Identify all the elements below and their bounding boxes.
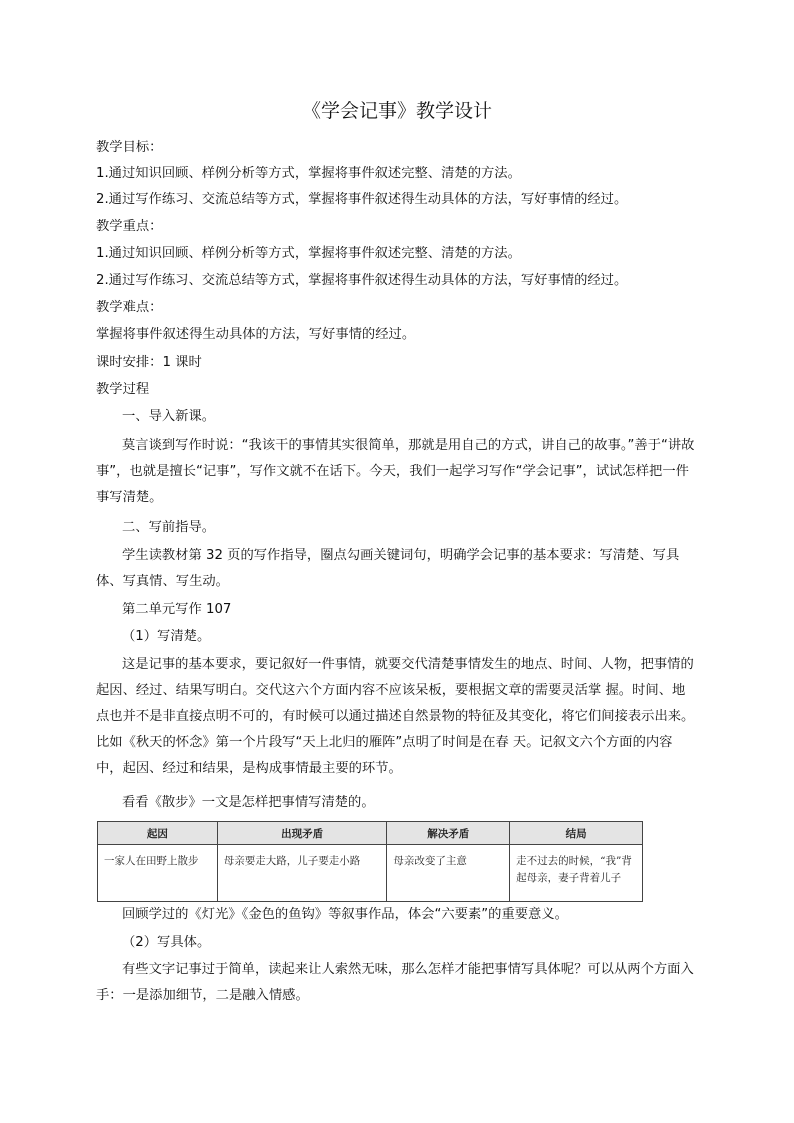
section-intro-heading: 一、导入新课。 (122, 409, 216, 424)
heading-key-points: 教学重点： (96, 219, 163, 234)
table-header-resolution: 解决矛盾 (387, 822, 510, 845)
unit-footer-text: 第二单元写作 107 (122, 602, 232, 617)
section-guide-heading: 二、写前指导。 (122, 520, 216, 535)
schedule-text: 课时安排：1 课时 (96, 355, 202, 370)
table-header-outcome: 结局 (510, 822, 643, 845)
intro-paragraph: 莫言谈到写作时说：“我该干的事情其实很简单，那就是用自己的方式，讲自己的故事。”善于“讲故事”，也就是擅长“记事”，写作文就不在话下。今天，我们一起学习写作“学会记事”，试试怎样把一件事写清楚。 (96, 438, 695, 505)
table-row (98, 845, 643, 902)
clear-paragraph: 这是记事的基本要求，要记叙好一件事情，就要交代清楚事情发生的地点、时间、人物，把事情的起因、经过、结果写明白。交代这六个方面内容不应该呆板，要根据文章的需要灵活掌 握。时间、地点也并不是非直接点明不可的，有时候可以通过描述自然景物的特征及其变化，将它们间接表示出来。比如《秋天的怀念》第一个片段写“天上北归的雁阵”点明了时间是在春 天。记叙文六个方面的内容中，起因、经过和结果，是构成事情最主要的环节。 (96, 657, 695, 776)
table-cell-outcome: 走不过去的时候，“我”背起母亲，妻子背着儿子 (510, 845, 643, 902)
table-header-cause: 起因 (98, 822, 218, 845)
difficulty-text: 掌握将事件叙述得生动具体的方法，写好事情的经过。 (96, 327, 416, 342)
subheading-clear: （1）写清楚。 (122, 629, 211, 644)
key-point-2: 2.通过写作练习、交流总结等方式，掌握将事件叙述得生动具体的方法，写好事情的经过。 (96, 273, 628, 288)
objective-2: 2.通过写作练习、交流总结等方式，掌握将事件叙述得生动具体的方法，写好事情的经过。 (96, 192, 628, 207)
heading-difficulties: 教学难点： (96, 300, 163, 315)
table-cell-cause: 一家人在田野上散步 (98, 845, 218, 902)
table-header-row (98, 822, 643, 845)
table-cell-conflict: 母亲要走大路，儿子要走小路 (217, 845, 387, 902)
key-point-1: 1.通过知识回顾、样例分析等方式，掌握将事件叙述完整、清楚的方法。 (96, 246, 521, 261)
story-elements-table (97, 821, 643, 902)
document-title: 《学会记事》教学设计 (301, 100, 492, 122)
table-header-conflict: 出现矛盾 (217, 822, 387, 845)
heading-objectives: 教学目标： (96, 140, 163, 155)
table-cell-resolution: 母亲改变了主意 (387, 845, 510, 902)
guide-paragraph: 学生读教材第 32 页的写作指导，圈点勾画关键词句，明确学会记事的基本要求：写清楚、写具体、写真情、写生动。 (96, 548, 680, 589)
sanbu-intro: 看看《散步》一文是怎样把事情写清楚的。 (122, 795, 375, 810)
specific-paragraph: 有些文字记事过于简单，读起来让人索然无味，那么怎样才能把事情写具体呢？可以从两个方面入手：一是添加细节，二是融入情感。 (96, 962, 694, 1003)
review-paragraph: 回顾学过的《灯光》《金色的鱼钩》等叙事作品，体会“六要素”的重要意义。 (122, 907, 568, 922)
heading-process: 教学过程 (96, 382, 150, 397)
objective-1: 1.通过知识回顾、样例分析等方式，掌握将事件叙述完整、清楚的方法。 (96, 166, 521, 181)
subheading-specific: （2）写具体。 (122, 935, 211, 950)
